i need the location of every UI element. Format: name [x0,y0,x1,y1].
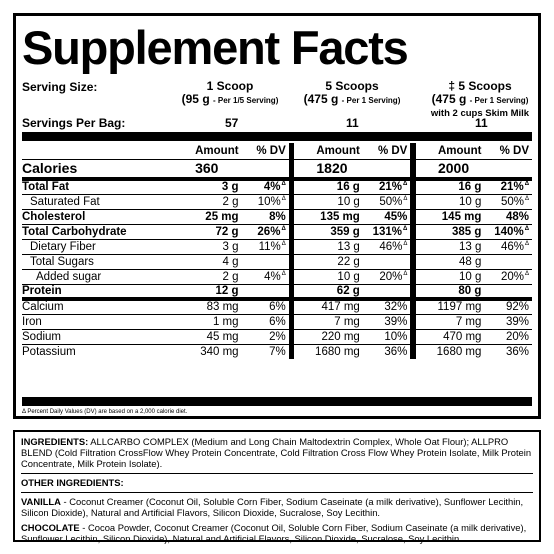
nutrient-dv: 50%$^\Delta$ [363,194,411,209]
nutrient-amount: 3 g [173,179,241,194]
nutrient-amount: 2 g [173,194,241,209]
nutrient-dv [484,284,532,299]
servings-col-2: 11 [346,116,359,130]
nutrient-row [22,299,532,314]
nutrient-row [22,239,532,254]
ingredients-box [13,430,541,542]
nutrient-dv: 140%$^\Delta$ [484,224,532,239]
nutrient-row [22,329,532,344]
nutrient-dv: 10%$^\Delta$ [242,194,289,209]
dv-triangle-mark: Δ [524,181,529,188]
nutrient-amount: 1 mg [173,314,241,329]
nutrient-amount: 45 mg [173,329,241,344]
nutrient-amount: 3 g [173,239,241,254]
supplement-facts-panel [13,13,541,419]
nutrient-dv: 46%$^\Delta$ [484,239,532,254]
nutrient-dv: 8% [242,209,289,224]
nutrient-amount: 340 mg [200,345,239,358]
nutrient-dv: 7% [269,345,286,358]
nutrient-dv: 11%$^\Delta$ [242,239,289,254]
nutrient-amount: 80 g [416,284,484,299]
serving-col-2: 5 Scoops (475 g - Per 1 Serving) [303,79,401,106]
dv-triangle-mark: Δ [281,240,286,247]
ingredients-block: INGREDIENTS: ALLCARBO COMPLEX (Medium and Long Chain Maltodextrin Complex, Whole Oat Flour); ALLPRO BLEND (Cold Filtration CrossFlow Whey Protein Concentrate, Cold Filtration Cross Flow Whey Protein Isolate, Milk Protein Concentrate, Milk Protein Isolate). [21,436,532,469]
servings-col-1: 57 [225,116,239,130]
nutrient-row [22,194,532,209]
nutrient-table [22,143,532,359]
dv-triangle-mark: Δ [403,181,408,188]
servings-col-3: 11 [475,116,488,130]
nutrient-amount: 25 mg [173,209,241,224]
nutrient-dv: 6% [242,314,289,329]
top-thick-bar [22,132,532,141]
nutrient-dv: 39% [363,314,411,329]
vanilla-ingredients: VANILLA - Coconut Creamer (Coconut Oil, Soluble Corn Fiber, Sodium Caseinate (a milk derivative), Sunflower Lecithin, Silicon Dioxide), Natural and Artificial Flavors, Silicon Dioxide, Sucralose, Soy Lecithin. [21,496,524,518]
other-ingredients-label: OTHER INGREDIENTS: [21,477,124,488]
chocolate-ingredients: CHOCOLATE - Cocoa Powder, Coconut Creamer (Coconut Oil, Soluble Corn Fiber, Sodium Caseinate (a milk derivative), Sunflower Lecithin, Silicon Dioxide), Natural and Artificial Flavors, Silicon Dioxide, Sucralose, Soy Lecithin. [21,522,527,544]
nutrient-amount: 10 g [294,269,362,284]
nutrient-row [22,284,532,299]
nutrient-dv: 21%$^\Delta$ [363,179,411,194]
nutrient-amount: 470 mg [416,329,484,344]
nutrient-name: Sodium [22,329,173,344]
table-header-row: Amount % DV Amount % DV Amount % DV [22,143,532,159]
other-ingredients-divider [21,492,533,493]
nutrient-amount: 145 mg [416,209,484,224]
nutrient-dv: 32% [363,299,411,314]
dv-triangle-mark: Δ [403,270,408,277]
nutrient-amount: 10 g [294,194,362,209]
nutrient-name: Calcium [22,299,173,314]
dv-triangle-mark: Δ [524,195,529,202]
serving-size-label: Serving Size: [22,80,98,94]
nutrient-dv [363,254,411,269]
nutrient-name: Dietary Fiber [22,239,173,254]
nutrient-name: Total Sugars [22,254,173,269]
nutrient-dv: 21%$^\Delta$ [484,179,532,194]
nutrient-row [22,254,532,269]
nutrient-dv: 39% [484,314,532,329]
nutrient-dv [242,254,289,269]
dv-triangle-mark: Δ [524,225,529,232]
nutrient-dv: 45% [363,209,411,224]
nutrient-amount: 7 mg [294,314,362,329]
serving-col-1: 1 Scoop (95 g - Per 1/5 Serving) [181,79,279,106]
dv-triangle-mark: Δ [281,225,286,232]
nutrient-dv: 20%$^\Delta$ [363,269,411,284]
nutrient-row [22,344,532,359]
nutrient-name: Total Fat [22,179,173,194]
nutrient-dv: 46%$^\Delta$ [363,239,411,254]
nutrient-amount: 220 mg [294,329,362,344]
nutrient-amount: 10 g [416,194,484,209]
nutrient-dv: 26%$^\Delta$ [242,224,289,239]
nutrient-name: Cholesterol [22,209,173,224]
serving-size-row [22,78,532,119]
nutrient-dv: 6% [242,299,289,314]
nutrient-amount: 7 mg [416,314,484,329]
nutrient-amount: 2 g [173,269,241,284]
servings-per-bag-label: Servings Per Bag: [22,116,126,130]
dv-triangle-mark: Δ [403,240,408,247]
nutrient-name: Saturated Fat [22,194,173,209]
nutrient-amount: 12 g [173,284,241,299]
nutrient-dv: 10% [363,329,411,344]
dv-triangle-mark: Δ [281,270,286,277]
nutrient-dv: 48% [484,209,532,224]
nutrient-dv: 92% [484,299,532,314]
bottom-thick-bar [22,397,532,406]
nutrient-dv [242,284,289,299]
dv-triangle-mark: Δ [524,240,529,247]
serving-col-3: ‡ 5 Scoops (475 g - Per 1 Serving) with 2 cups Skim Milk [430,79,530,119]
nutrient-dv: 4%$^\Delta$ [242,179,289,194]
nutrient-dv: 20% [484,329,532,344]
nutrient-name: Total Carbohydrate [22,224,173,239]
nutrient-row [22,209,532,224]
nutrient-amount: 1680 mg [436,345,482,358]
nutrient-amount: 359 g [294,224,362,239]
nutrient-amount: 385 g [416,224,484,239]
nutrient-dv [363,284,411,299]
nutrient-amount: 72 g [173,224,241,239]
nutrient-dv: 131%$^\Delta$ [363,224,411,239]
calories-row: Calories 360 1820 2000 [22,159,532,179]
dv-triangle-mark: Δ [403,225,408,232]
nutrient-amount: 13 g [416,239,484,254]
nutrient-dv: 36% [505,345,529,358]
nutrient-amount: 13 g [294,239,362,254]
nutrient-row [22,224,532,239]
nutrient-dv [484,254,532,269]
servings-per-bag-row [22,114,532,132]
nutrient-row [22,269,532,284]
nutrient-amount: 1680 mg [315,345,360,358]
ingredients-divider [21,473,533,474]
nutrient-dv: 50%$^\Delta$ [484,194,532,209]
nutrient-dv: 20%$^\Delta$ [484,269,532,284]
nutrient-amount: 135 mg [294,209,362,224]
nutrient-row [22,179,532,194]
nutrient-amount: 16 g [416,179,484,194]
nutrient-name: Added sugar [22,269,173,284]
nutrient-amount: 417 mg [294,299,362,314]
nutrient-dv: 36% [384,345,408,358]
nutrient-amount: 48 g [416,254,484,269]
nutrient-name: Potassium [22,345,76,358]
nutrient-name: Protein [22,284,173,299]
nutrient-dv: 4%$^\Delta$ [242,269,289,284]
nutrient-amount: 22 g [294,254,362,269]
dv-triangle-mark: Δ [403,195,408,202]
nutrient-amount: 62 g [294,284,362,299]
daily-value-footnote: Δ Percent Daily Values (DV) are based on a 2,000 calorie diet. [22,409,188,415]
nutrient-dv: 2% [242,329,289,344]
nutrient-amount: 4 g [173,254,241,269]
nutrient-amount: 1197 mg [416,299,484,314]
dv-triangle-mark: Δ [281,195,286,202]
nutrient-amount: 83 mg [173,299,241,314]
nutrient-row [22,314,532,329]
dv-triangle-mark: Δ [524,270,529,277]
panel-title: Supplement Facts [22,21,408,74]
nutrient-name: Iron [22,314,173,329]
nutrient-amount: 10 g [416,269,484,284]
dv-triangle-mark: Δ [281,181,286,188]
nutrient-amount: 16 g [294,179,362,194]
